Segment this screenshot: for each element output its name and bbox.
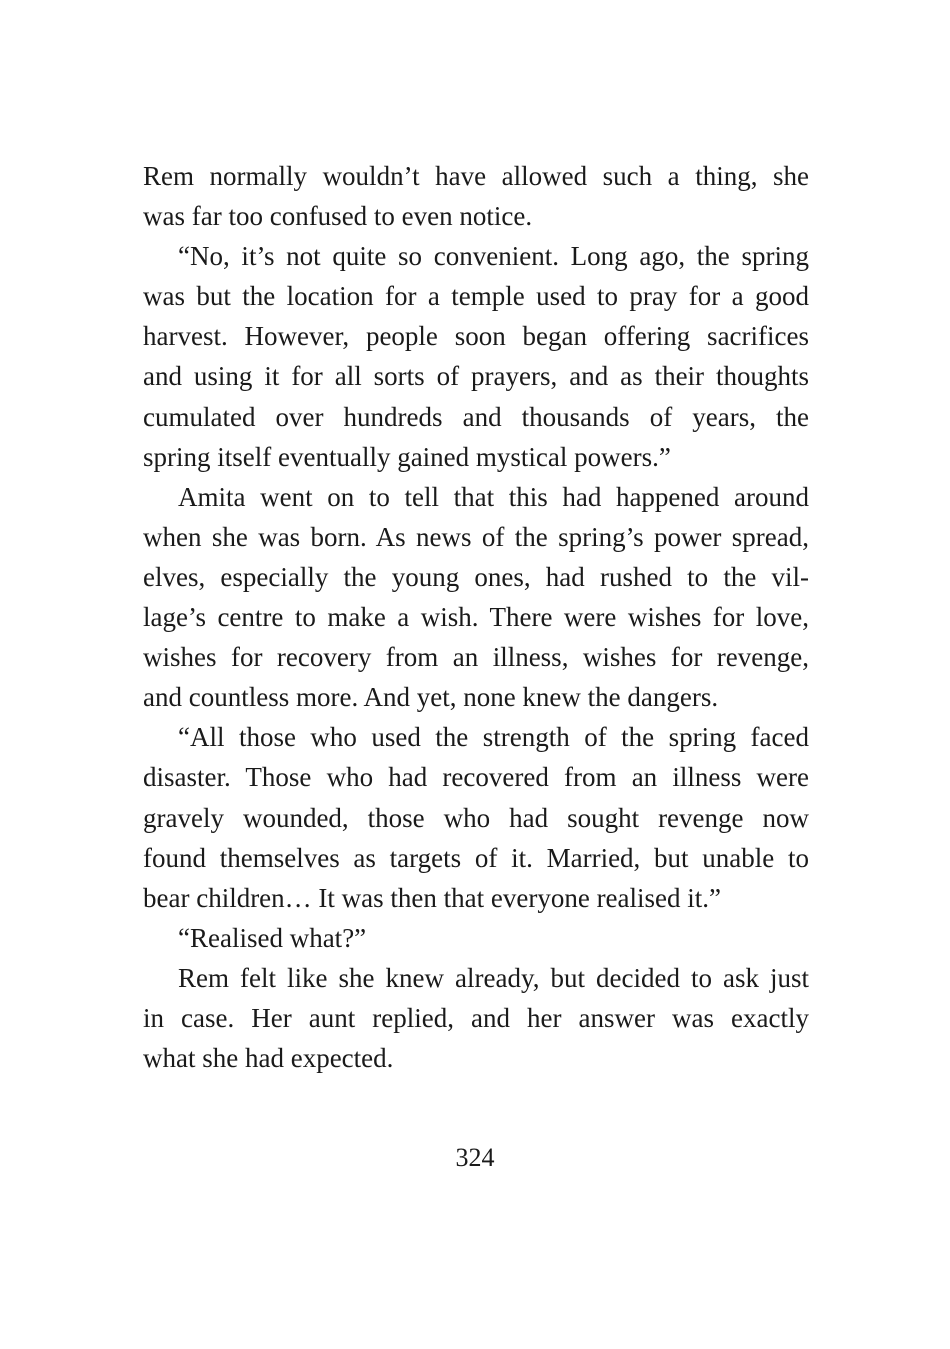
text-line: bear children… It was then that everyone realised it.”	[143, 882, 722, 913]
text-line: Rem normally wouldn’t have allowed such a thing, she	[143, 161, 809, 191]
body-text	[143, 156, 809, 1078]
text-line: what she had expected.	[143, 1043, 394, 1074]
text-line: was but the location for a temple used to pray for a good	[143, 281, 809, 312]
text-line: lage’s centre to make a wish. There were wishes for love,	[143, 602, 809, 633]
text-line: “Realised what?”	[178, 922, 367, 953]
text-line: elves, especially the young ones, had rushed to the vil-	[143, 561, 809, 592]
text-line: gravely wounded, those who had sought revenge now	[143, 802, 809, 833]
text-line: spring itself eventually gained mystical powers.”	[143, 441, 671, 472]
text-line: harvest. However, people soon began offering sacrifices	[143, 321, 809, 352]
text-line: cumulated over hundreds and thousands of years, the	[143, 401, 809, 432]
text-line: Amita went on to tell that this had happened around	[178, 481, 809, 512]
text-line: found themselves as targets of it. Married, but unable to	[143, 842, 809, 873]
text-line: and countless more. And yet, none knew the dangers.	[143, 682, 719, 713]
text-line: and using it for all sorts of prayers, and as their thoughts	[143, 361, 809, 392]
text-line: wishes for recovery from an illness, wishes for revenge,	[143, 642, 809, 673]
text-line: Rem felt like she knew already, but decided to ask just	[178, 962, 809, 993]
text-line: in case. Her aunt replied, and her answer was exactly	[143, 1002, 809, 1033]
text-line: “All those who used the strength of the spring faced	[178, 722, 809, 753]
text-line: disaster. Those who had recovered from an illness were	[143, 762, 809, 793]
text-line: when she was born. As news of the spring’s power spread,	[143, 521, 809, 552]
text-line: was far too confused to even notice.	[143, 201, 533, 232]
page-number: 324	[455, 1143, 495, 1172]
text-line: “No, it’s not quite so convenient. Long ago, the spring	[178, 241, 809, 272]
